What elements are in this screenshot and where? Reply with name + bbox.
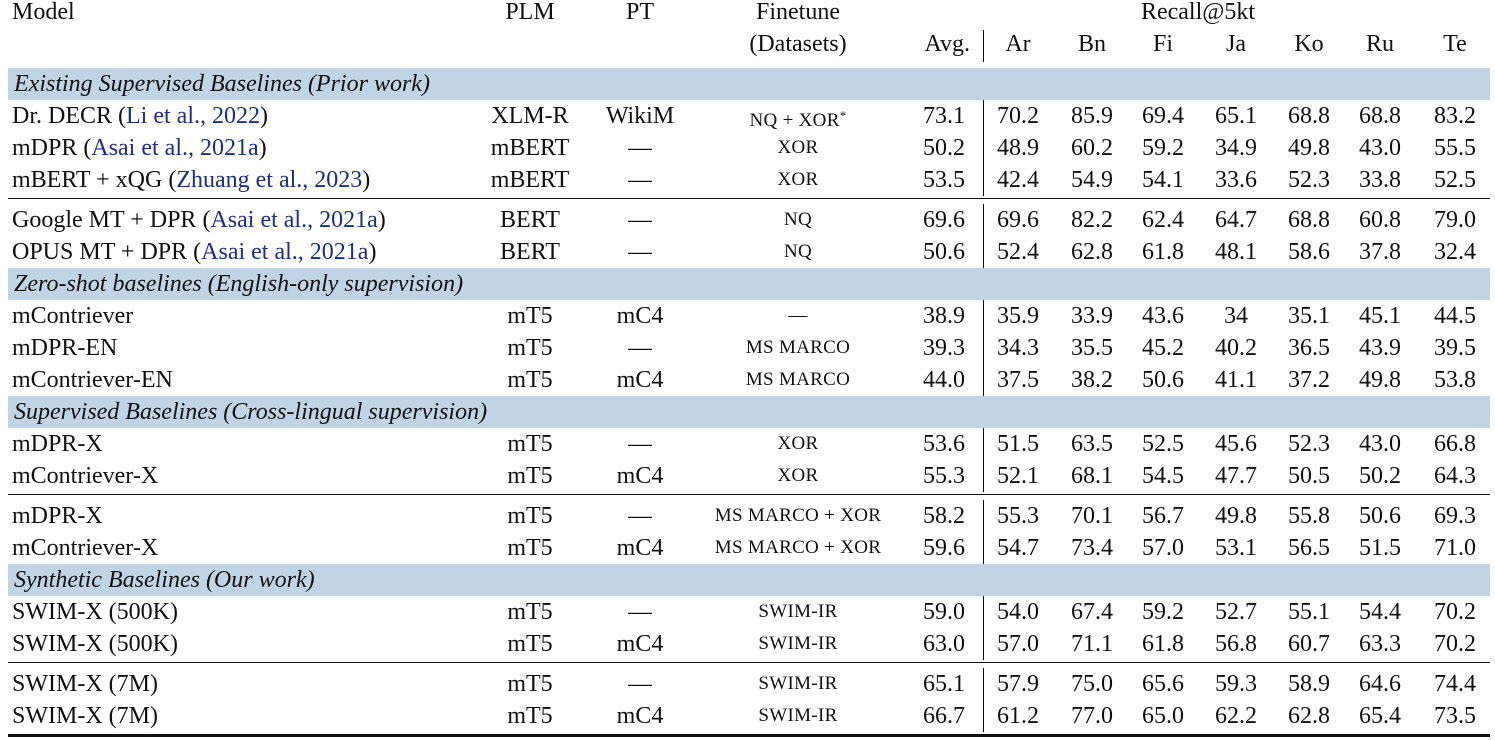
score-cell: 54.1 xyxy=(1142,167,1184,193)
score-cell: 65.4 xyxy=(1359,703,1401,729)
model-label: SWIM-X (500K) xyxy=(12,599,178,625)
finetune-cell xyxy=(788,300,807,332)
score-cell: 54.0 xyxy=(997,599,1039,625)
finetune-label: MS MARCO xyxy=(745,337,851,358)
finetune-cell xyxy=(715,500,881,532)
score-cell: 57.0 xyxy=(1142,535,1184,561)
header-lang: Bn xyxy=(1077,31,1107,57)
finetune-cell xyxy=(784,236,812,268)
group-rule xyxy=(8,662,1490,663)
score-cell: 56.5 xyxy=(1288,535,1330,561)
score-cell: 70.2 xyxy=(997,103,1039,129)
model-name xyxy=(12,596,178,628)
score-cell: 54.5 xyxy=(1142,463,1184,489)
avg-cell: 53.6 xyxy=(923,431,965,457)
model-label: mContriever-X xyxy=(12,463,159,489)
model-label: mDPR-X xyxy=(12,431,103,457)
score-cell: 33.6 xyxy=(1215,167,1257,193)
plm-cell: mT5 xyxy=(507,367,553,393)
column-divider xyxy=(983,500,984,564)
score-cell: 44.5 xyxy=(1434,303,1476,329)
score-cell: 61.8 xyxy=(1142,631,1184,657)
score-cell: 62.8 xyxy=(1071,239,1113,265)
score-cell: 68.8 xyxy=(1288,207,1330,233)
score-cell: 40.2 xyxy=(1215,335,1257,361)
score-cell: 34.9 xyxy=(1215,135,1257,161)
finetune-cell xyxy=(758,596,837,628)
finetune-label: MS MARCO xyxy=(745,369,851,390)
score-cell: 75.0 xyxy=(1071,671,1113,697)
score-cell: 47.7 xyxy=(1215,463,1257,489)
score-cell: 60.2 xyxy=(1071,135,1113,161)
table-row xyxy=(0,668,1490,700)
score-cell: 34 xyxy=(1224,303,1248,329)
score-cell: 52.1 xyxy=(997,463,1039,489)
score-cell: 65.0 xyxy=(1142,703,1184,729)
score-cell: 35.1 xyxy=(1288,303,1330,329)
model-label: mDPR xyxy=(12,135,78,161)
avg-cell: 38.9 xyxy=(923,303,965,329)
model-label: mContriever-X xyxy=(12,535,159,561)
finetune-label: SWIM-IR xyxy=(758,601,838,622)
finetune-cell xyxy=(777,460,818,492)
section-header xyxy=(8,396,1490,428)
score-cell: 35.9 xyxy=(997,303,1039,329)
finetune-label: NQ xyxy=(783,241,813,262)
model-label: Dr. DECR xyxy=(12,103,113,129)
score-cell: 63.5 xyxy=(1071,431,1113,457)
score-cell: 35.5 xyxy=(1071,335,1113,361)
score-cell: 51.5 xyxy=(1359,535,1401,561)
header-lang: Ar xyxy=(1005,31,1031,57)
citation-link[interactable]: Asai et al., 2021a xyxy=(91,135,259,161)
score-cell: 57.0 xyxy=(997,631,1039,657)
score-cell: 38.2 xyxy=(1071,367,1113,393)
plm-cell: mT5 xyxy=(507,431,553,457)
score-cell: 55.1 xyxy=(1288,599,1330,625)
plm-cell: mT5 xyxy=(507,703,553,729)
model-name xyxy=(12,700,158,732)
pt-cell: — xyxy=(628,671,652,697)
plm-cell: mT5 xyxy=(507,631,553,657)
score-cell: 56.8 xyxy=(1215,631,1257,657)
score-cell: 33.8 xyxy=(1359,167,1401,193)
score-cell: 43.0 xyxy=(1359,135,1401,161)
model-label: SWIM-X (7M) xyxy=(12,703,158,729)
section-title: Zero-shot baselines (English-only supervision) xyxy=(14,271,464,297)
score-cell: 82.2 xyxy=(1071,207,1113,233)
score-cell: 79.0 xyxy=(1434,207,1476,233)
avg-cell: 65.1 xyxy=(923,671,965,697)
score-cell: 65.1 xyxy=(1215,103,1257,129)
score-cell: 73.4 xyxy=(1071,535,1113,561)
score-cell: 50.6 xyxy=(1142,367,1184,393)
pt-cell: mC4 xyxy=(616,631,664,657)
section-header xyxy=(8,268,1490,300)
pt-cell: — xyxy=(628,431,652,457)
score-cell: 52.3 xyxy=(1288,167,1330,193)
avg-cell: 69.6 xyxy=(923,207,965,233)
score-cell: 85.9 xyxy=(1071,103,1113,129)
score-cell: 60.7 xyxy=(1288,631,1330,657)
score-cell: 43.9 xyxy=(1359,335,1401,361)
footnote-marker: * xyxy=(839,108,847,123)
model-label: SWIM-X (500K) xyxy=(12,631,178,657)
table-row xyxy=(0,332,1490,364)
score-cell: 66.8 xyxy=(1434,431,1476,457)
finetune-cell xyxy=(746,364,850,396)
score-cell: 62.4 xyxy=(1142,207,1184,233)
avg-cell: 63.0 xyxy=(923,631,965,657)
header-finetune: Finetune xyxy=(756,0,840,25)
score-cell: 53.8 xyxy=(1434,367,1476,393)
score-cell: 50.6 xyxy=(1359,503,1401,529)
score-cell: 69.4 xyxy=(1142,103,1184,129)
score-cell: 61.8 xyxy=(1142,239,1184,265)
plm-cell: mT5 xyxy=(507,463,553,489)
finetune-cell xyxy=(784,204,812,236)
score-cell: 60.8 xyxy=(1359,207,1401,233)
table-row xyxy=(0,132,1490,164)
group-rule xyxy=(8,494,1490,495)
header-lang: Te xyxy=(1443,31,1467,57)
finetune-label: XOR xyxy=(777,433,819,454)
finetune-label: XOR xyxy=(777,137,819,158)
finetune-cell xyxy=(758,668,837,700)
score-cell: 37.2 xyxy=(1288,367,1330,393)
avg-cell: 59.6 xyxy=(923,535,965,561)
score-cell: 58.6 xyxy=(1288,239,1330,265)
score-cell: 77.0 xyxy=(1071,703,1113,729)
model-name: Google MT + DPR (Asai et al., 2021a) xyxy=(12,207,386,233)
score-cell: 34.3 xyxy=(997,335,1039,361)
pt-cell: mC4 xyxy=(616,303,664,329)
table-row xyxy=(0,236,1490,268)
score-cell: 55.8 xyxy=(1288,503,1330,529)
score-cell: 55.3 xyxy=(997,503,1039,529)
avg-cell: 53.5 xyxy=(923,167,965,193)
score-cell: 48.1 xyxy=(1215,239,1257,265)
finetune-label: XOR xyxy=(777,465,819,486)
model-name: mDPR (Asai et al., 2021a) xyxy=(12,135,267,161)
table-row xyxy=(0,460,1490,492)
plm-cell: BERT xyxy=(500,207,560,233)
score-cell: 70.1 xyxy=(1071,503,1113,529)
score-cell: 52.5 xyxy=(1142,431,1184,457)
finetune-cell xyxy=(715,532,881,564)
score-cell: 51.5 xyxy=(997,431,1039,457)
model-label: OPUS MT + DPR xyxy=(12,239,188,265)
model-label: mContriever xyxy=(12,303,134,329)
score-cell: 50.5 xyxy=(1288,463,1330,489)
score-cell: 52.7 xyxy=(1215,599,1257,625)
pt-cell: WikiM xyxy=(605,103,675,129)
score-cell: 68.8 xyxy=(1359,103,1401,129)
score-cell: 55.5 xyxy=(1434,135,1476,161)
model-label: mBERT + xQG xyxy=(12,167,163,193)
score-cell: 59.3 xyxy=(1215,671,1257,697)
score-cell: 57.9 xyxy=(997,671,1039,697)
score-cell: 62.8 xyxy=(1288,703,1330,729)
finetune-cell xyxy=(777,428,818,460)
header-avg: Avg. xyxy=(924,31,970,57)
model-label: mDPR-EN xyxy=(12,335,118,361)
avg-cell: 58.2 xyxy=(923,503,965,529)
model-name xyxy=(12,668,158,700)
finetune-label: XOR xyxy=(777,169,819,190)
score-cell: 71.1 xyxy=(1071,631,1113,657)
score-cell: 54.4 xyxy=(1359,599,1401,625)
pt-cell: — xyxy=(628,135,652,161)
score-cell: 74.4 xyxy=(1434,671,1476,697)
column-divider xyxy=(983,300,984,396)
score-cell: 62.2 xyxy=(1215,703,1257,729)
avg-cell: 66.7 xyxy=(923,703,965,729)
column-divider xyxy=(983,428,984,492)
score-cell: 39.5 xyxy=(1434,335,1476,361)
score-cell: 69.3 xyxy=(1434,503,1476,529)
score-cell: 45.1 xyxy=(1359,303,1401,329)
pt-cell: — xyxy=(628,239,652,265)
plm-cell: XLM-R xyxy=(491,103,569,129)
score-cell: 64.7 xyxy=(1215,207,1257,233)
header-datasets: (Datasets) xyxy=(749,31,847,57)
column-divider xyxy=(983,100,984,196)
model-name xyxy=(12,532,158,564)
model-label: mDPR-X xyxy=(12,503,103,529)
table-row xyxy=(0,532,1490,564)
table-row xyxy=(0,100,1490,132)
plm-cell: mT5 xyxy=(507,599,553,625)
score-cell: 63.3 xyxy=(1359,631,1401,657)
header-plm: PLM xyxy=(505,0,555,25)
group-rule xyxy=(8,198,1490,199)
pt-cell: — xyxy=(628,335,652,361)
header-pt: PT xyxy=(625,0,655,25)
score-cell: 41.1 xyxy=(1215,367,1257,393)
table-row xyxy=(0,364,1490,396)
table-row xyxy=(0,500,1490,532)
table-row xyxy=(0,596,1490,628)
finetune-label: — xyxy=(788,305,808,326)
pt-cell: mC4 xyxy=(616,367,664,393)
score-cell: 58.9 xyxy=(1288,671,1330,697)
table-row xyxy=(0,204,1490,236)
pt-cell: mC4 xyxy=(616,463,664,489)
section-title: Existing Supervised Baselines (Prior work) xyxy=(14,71,430,97)
avg-cell: 50.6 xyxy=(923,239,965,265)
avg-cell: 44.0 xyxy=(923,367,965,393)
score-cell: 73.5 xyxy=(1434,703,1476,729)
table-row xyxy=(0,700,1490,732)
score-cell: 49.8 xyxy=(1359,367,1401,393)
plm-cell: BERT xyxy=(500,239,560,265)
column-divider xyxy=(983,668,984,732)
score-cell: 45.6 xyxy=(1215,431,1257,457)
finetune-label: SWIM-IR xyxy=(758,633,838,654)
table-row xyxy=(0,628,1490,660)
score-cell: 43.6 xyxy=(1142,303,1184,329)
score-cell: 36.5 xyxy=(1288,335,1330,361)
table-row xyxy=(0,428,1490,460)
header-model: Model xyxy=(12,0,75,25)
pt-cell: — xyxy=(628,207,652,233)
score-cell: 54.9 xyxy=(1071,167,1113,193)
score-cell: 68.8 xyxy=(1288,103,1330,129)
score-cell: 68.1 xyxy=(1071,463,1113,489)
avg-cell: 73.1 xyxy=(923,103,965,129)
score-cell: 67.4 xyxy=(1071,599,1113,625)
score-cell: 65.6 xyxy=(1142,671,1184,697)
header-lang: Fi xyxy=(1152,31,1174,57)
score-cell: 42.4 xyxy=(997,167,1039,193)
citation-link[interactable]: Zhuang et al., 2023 xyxy=(176,167,363,193)
score-cell: 37.8 xyxy=(1359,239,1401,265)
column-divider xyxy=(983,30,984,62)
score-cell: 59.2 xyxy=(1142,135,1184,161)
model-name xyxy=(12,428,103,460)
section-title: Supervised Baselines (Cross-lingual supervision) xyxy=(14,399,488,425)
model-name: Dr. DECR (Li et al., 2022) xyxy=(12,103,268,129)
model-name xyxy=(12,300,133,332)
score-cell: 52.3 xyxy=(1288,431,1330,457)
finetune-label: NQ xyxy=(783,209,813,230)
score-cell: 64.6 xyxy=(1359,671,1401,697)
score-cell: 53.1 xyxy=(1215,535,1257,561)
model-name xyxy=(12,460,158,492)
table-row xyxy=(0,300,1490,332)
score-cell: 83.2 xyxy=(1434,103,1476,129)
score-cell: 43.0 xyxy=(1359,431,1401,457)
model-name xyxy=(12,628,178,660)
finetune-label: NQ + XOR xyxy=(749,110,840,131)
section-title: Synthetic Baselines (Our work) xyxy=(14,567,315,593)
score-cell: 48.9 xyxy=(997,135,1039,161)
header-recall: Recall@5kt xyxy=(1140,0,1256,25)
plm-cell: mT5 xyxy=(507,503,553,529)
bottom-rule xyxy=(8,734,1490,737)
avg-cell: 50.2 xyxy=(923,135,965,161)
model-name xyxy=(12,332,117,364)
citation-link[interactable]: Asai et al., 2021a xyxy=(210,207,378,233)
section-header xyxy=(8,564,1490,596)
avg-cell: 55.3 xyxy=(923,463,965,489)
citation-link[interactable]: Asai et al., 2021a xyxy=(201,239,369,265)
citation-link[interactable]: Li et al., 2022 xyxy=(126,103,260,129)
finetune-cell xyxy=(777,164,818,196)
model-name: mBERT + xQG (Zhuang et al., 2023) xyxy=(12,167,371,193)
avg-cell: 39.3 xyxy=(923,335,965,361)
column-divider xyxy=(983,596,984,660)
finetune-label: SWIM-IR xyxy=(758,673,838,694)
score-cell: 49.8 xyxy=(1288,135,1330,161)
model-label: SWIM-X (7M) xyxy=(12,671,158,697)
plm-cell: mT5 xyxy=(507,335,553,361)
score-cell: 70.2 xyxy=(1434,631,1476,657)
score-cell: 32.4 xyxy=(1434,239,1476,265)
score-cell: 52.4 xyxy=(997,239,1039,265)
score-cell: 52.5 xyxy=(1434,167,1476,193)
model-label: mContriever-EN xyxy=(12,367,173,393)
model-label: Google MT + DPR xyxy=(12,207,197,233)
plm-cell: mBERT xyxy=(490,167,570,193)
plm-cell: mBERT xyxy=(490,135,570,161)
finetune-cell xyxy=(758,628,837,660)
header-lang: Ko xyxy=(1294,31,1324,57)
pt-cell: mC4 xyxy=(616,703,664,729)
model-name: OPUS MT + DPR (Asai et al., 2021a) xyxy=(12,239,377,265)
score-cell: 61.2 xyxy=(997,703,1039,729)
pt-cell: — xyxy=(628,503,652,529)
header-lang: Ja xyxy=(1226,31,1246,57)
score-cell: 59.2 xyxy=(1142,599,1184,625)
pt-cell: — xyxy=(628,599,652,625)
score-cell: 70.2 xyxy=(1434,599,1476,625)
finetune-label: MS MARCO + XOR xyxy=(714,505,882,526)
finetune-label: MS MARCO + XOR xyxy=(714,537,882,558)
plm-cell: mT5 xyxy=(507,303,553,329)
table-row xyxy=(0,164,1490,196)
score-cell: 50.2 xyxy=(1359,463,1401,489)
finetune-cell xyxy=(746,332,850,364)
section-header xyxy=(8,68,1490,100)
score-cell: 54.7 xyxy=(997,535,1039,561)
avg-cell: 59.0 xyxy=(923,599,965,625)
score-cell: 64.3 xyxy=(1434,463,1476,489)
score-cell: 33.9 xyxy=(1071,303,1113,329)
plm-cell: mT5 xyxy=(507,535,553,561)
model-name xyxy=(12,364,173,396)
pt-cell: mC4 xyxy=(616,535,664,561)
score-cell: 69.6 xyxy=(997,207,1039,233)
column-divider xyxy=(983,204,984,268)
finetune-cell xyxy=(758,700,837,732)
score-cell: 37.5 xyxy=(997,367,1039,393)
score-cell: 45.2 xyxy=(1142,335,1184,361)
score-cell: 71.0 xyxy=(1434,535,1476,561)
score-cell: 56.7 xyxy=(1142,503,1184,529)
header-lang: Ru xyxy=(1365,31,1395,57)
finetune-cell xyxy=(777,132,818,164)
plm-cell: mT5 xyxy=(507,671,553,697)
model-name xyxy=(12,500,103,532)
score-cell: 49.8 xyxy=(1215,503,1257,529)
finetune-label: SWIM-IR xyxy=(758,705,838,726)
pt-cell: — xyxy=(628,167,652,193)
